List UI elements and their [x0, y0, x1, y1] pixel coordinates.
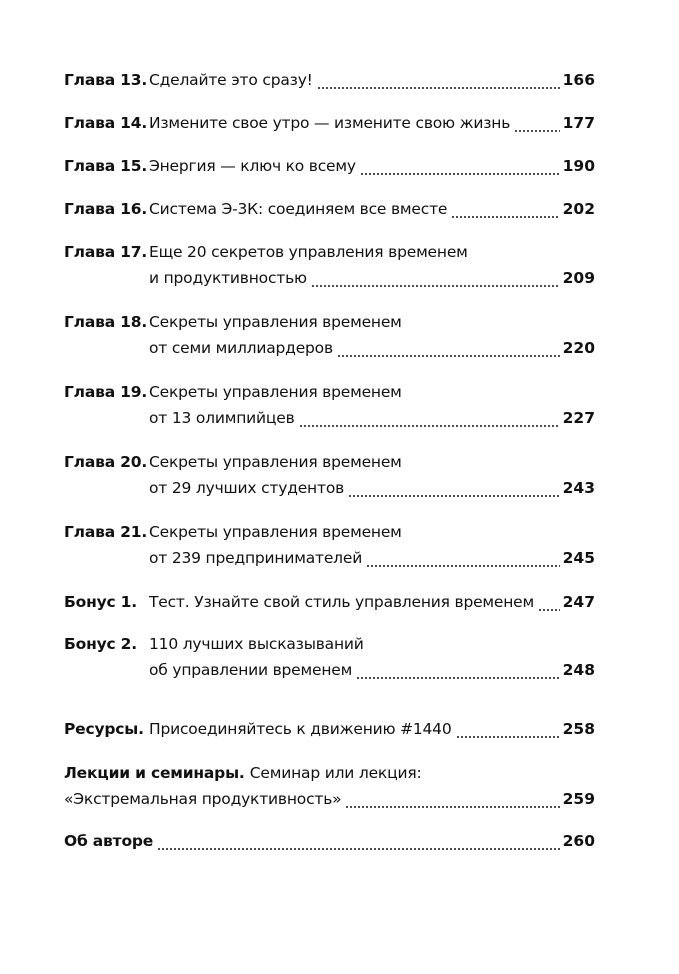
entry-label: Глава 15. — [64, 157, 148, 175]
entry-page: 243 — [562, 479, 595, 497]
entry-label: Глава 21. — [64, 523, 148, 541]
entry-title: Энергия — ключ ко всему — [149, 157, 356, 175]
entry-title-cont: и продуктивностью — [149, 269, 307, 287]
dot-leader — [337, 354, 560, 358]
entry-label: Глава 20. — [64, 453, 148, 471]
toc-entry-ch14 — [0, 109, 679, 137]
dot-leader — [456, 735, 560, 739]
entry-label: Бонус 2. — [64, 635, 137, 653]
entry-title: Сделайте это сразу! — [149, 71, 313, 89]
toc-entry-ch21-cont — [0, 544, 679, 572]
dot-leader — [348, 494, 560, 498]
toc-entry-ch17-cont — [0, 264, 679, 292]
entry-title: Семинар или лекция: — [249, 764, 422, 782]
entry-page: 248 — [562, 661, 595, 679]
entry-page: 245 — [562, 549, 595, 567]
entry-title: Секреты управления временем — [149, 383, 402, 401]
dot-leader — [157, 847, 560, 851]
entry-title: Секреты управления временем — [149, 523, 402, 541]
dot-leader — [538, 608, 560, 612]
toc-entry-ch20-cont — [0, 474, 679, 502]
entry-page: 166 — [562, 71, 595, 89]
entry-label: Глава 14. — [64, 114, 148, 132]
toc-entry-ch20 — [0, 448, 679, 476]
entry-title: Еще 20 секретов управления временем — [149, 243, 468, 261]
toc-entry-bonus2 — [0, 630, 679, 658]
toc-entry-lectures-cont — [0, 785, 679, 813]
entry-page: 227 — [562, 409, 595, 427]
entry-title: Секреты управления временем — [149, 313, 402, 331]
entry-label: Глава 13. — [64, 71, 148, 89]
entry-title-cont: от семи миллиардеров — [149, 339, 333, 357]
entry-title-cont: «Экстремальная продуктивность» — [64, 790, 342, 808]
entry-label: Глава 17. — [64, 243, 148, 261]
entry-page: 190 — [562, 157, 595, 175]
toc-entry-lectures — [0, 759, 679, 787]
entry-title-cont: об управлении временем — [149, 661, 353, 679]
entry-page: 209 — [562, 269, 595, 287]
entry-label: Глава 18. — [64, 313, 148, 331]
toc-entry-ch18-cont — [0, 334, 679, 362]
entry-title-cont: от 13 олимпийцев — [149, 409, 295, 427]
lectures-line — [64, 759, 421, 787]
entry-page: 247 — [562, 593, 595, 611]
dot-leader — [360, 172, 560, 176]
toc-entry-bonus2-cont — [0, 656, 679, 684]
entry-page: 258 — [562, 720, 595, 738]
entry-title: Измените свое утро — измените свою жизнь — [149, 114, 511, 132]
entry-page: 177 — [562, 114, 595, 132]
toc-entry-ch21 — [0, 518, 679, 546]
toc-entry-author — [0, 827, 679, 855]
entry-title-cont: от 239 предпринимателей — [149, 549, 363, 567]
entry-title: Секреты управления временем — [149, 453, 402, 471]
entry-label: Ресурсы. — [64, 720, 144, 738]
entry-title: 110 лучших высказываний — [149, 635, 364, 653]
dot-leader — [317, 86, 560, 90]
entry-page: 202 — [562, 200, 595, 218]
dot-leader — [299, 424, 560, 428]
toc-entry-bonus1 — [0, 588, 679, 616]
entry-page: 259 — [562, 790, 595, 808]
entry-title: Присоединяйтесь к движению #1440 — [149, 720, 452, 738]
dot-leader — [451, 215, 559, 219]
entry-label: Об авторе — [64, 832, 154, 850]
entry-title-cont: от 29 лучших студентов — [149, 479, 345, 497]
entry-label: Лекции и семинары. — [64, 764, 245, 782]
entry-title: Тест. Узнайте свой стиль управления временем — [149, 593, 535, 611]
entry-label: Глава 19. — [64, 383, 148, 401]
entry-label: Бонус 1. — [64, 593, 137, 611]
entry-label: Глава 16. — [64, 200, 148, 218]
dot-leader — [345, 805, 559, 809]
toc-entry-ch19 — [0, 378, 679, 406]
dot-leader — [366, 564, 560, 568]
toc-entry-ch19-cont — [0, 404, 679, 432]
toc-entry-ch13 — [0, 66, 679, 94]
dot-leader — [356, 676, 560, 680]
dot-leader — [311, 284, 560, 288]
toc-entry-ch15 — [0, 152, 679, 180]
dot-leader — [514, 129, 559, 133]
entry-page: 220 — [562, 339, 595, 357]
toc-entry-ch17 — [0, 238, 679, 266]
toc-entry-ch16 — [0, 195, 679, 223]
toc-entry-ch18 — [0, 308, 679, 336]
toc-entry-resources — [0, 715, 679, 743]
entry-title: Система Э-3К: соединяем все вместе — [149, 200, 448, 218]
entry-page: 260 — [562, 832, 595, 850]
